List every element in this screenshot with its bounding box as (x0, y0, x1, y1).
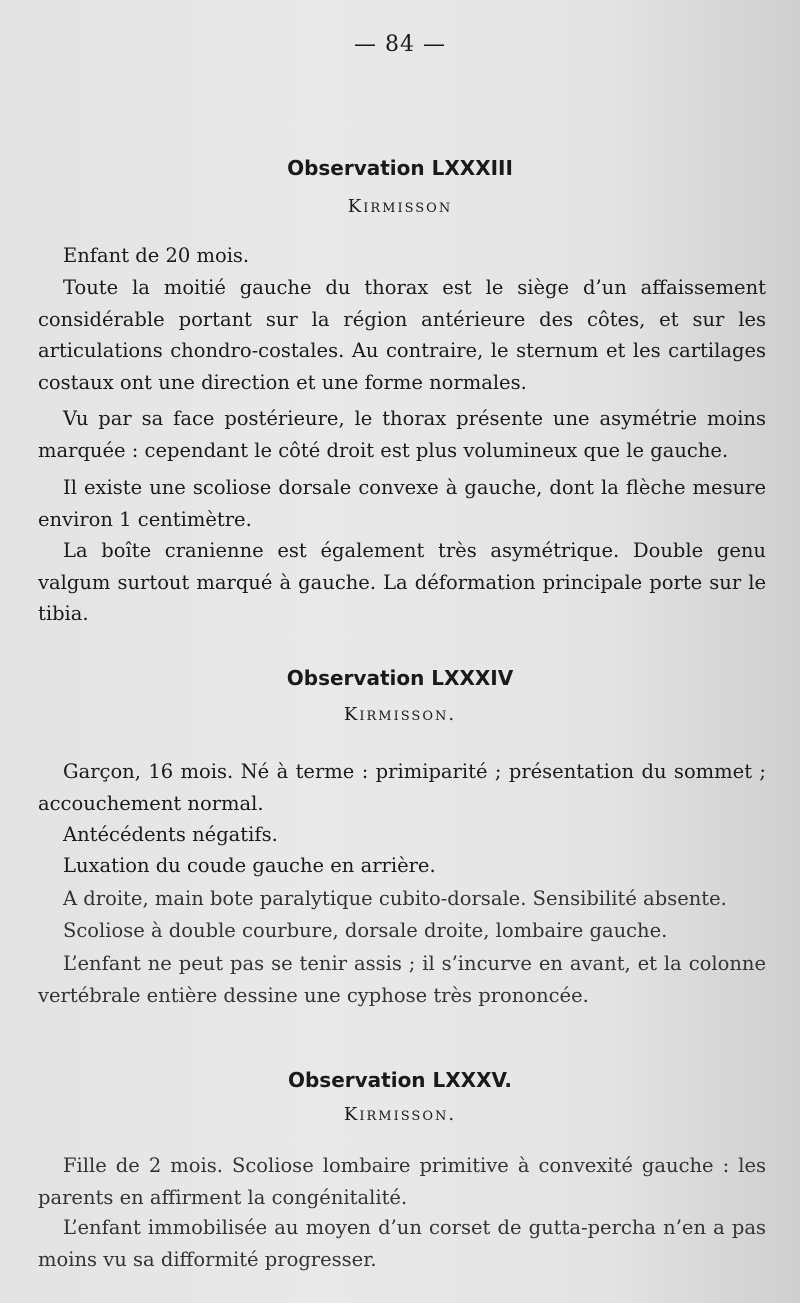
paragraph: Fille de 2 mois. Scoliose lombaire primitive à convexité gauche : les parents en affirment la congénitalité. (38, 1154, 766, 1209)
observation-author: Kirmisson. (343, 704, 457, 725)
paragraph: Antécédents négatifs. (63, 823, 278, 846)
paragraph: Toute la moitié gauche du thorax est le siège d’un affaissement considérable portant sur la région antérieure des côtes, et sur les articulations chondro-costales. Au contraire, le sternum et les cartilages costaux ont une direction et une forme normales. (38, 276, 766, 394)
observation-author: Kirmisson (347, 196, 453, 217)
paragraph: La boîte cranienne est également très asymétrique. Double genu valgum surtout marqué à gauche. La déformation principale porte sur le tibia. (38, 539, 766, 625)
paragraph: Vu par sa face postérieure, le thorax présente une asymétrie moins marquée : cependant le côté droit est plus volumineux que le gauche. (38, 407, 766, 462)
observation-author: Kirmisson. (343, 1104, 457, 1125)
page-number: — 84 — (354, 32, 446, 57)
paragraph: Il existe une scoliose dorsale convexe à gauche, dont la flèche mesure environ 1 centimètre. (38, 476, 766, 531)
paragraph: A droite, main bote paralytique cubito-dorsale. Sensibilité absente. (63, 887, 727, 910)
paragraph: L’enfant immobilisée au moyen d’un corset de gutta-percha n’en a pas moins vu sa difformité progresser. (38, 1216, 766, 1271)
observation-title: Observation LXXXV. (287, 1068, 513, 1092)
observation-title: Observation LXXXIII (287, 156, 513, 180)
paragraph: Scoliose à double courbure, dorsale droite, lombaire gauche. (63, 919, 668, 942)
paragraph: Luxation du coude gauche en arrière. (63, 854, 436, 877)
observation-title: Observation LXXXIV (286, 666, 514, 690)
paragraph: Garçon, 16 mois. Né à terme : primiparité ; présentation du sommet ; accouchement normal. (38, 760, 766, 815)
paragraph: L’enfant ne peut pas se tenir assis ; il s’incurve en avant, et la colonne vertébrale entière dessine une cyphose très prononcée. (38, 952, 766, 1007)
paragraph: Enfant de 20 mois. (63, 244, 250, 267)
